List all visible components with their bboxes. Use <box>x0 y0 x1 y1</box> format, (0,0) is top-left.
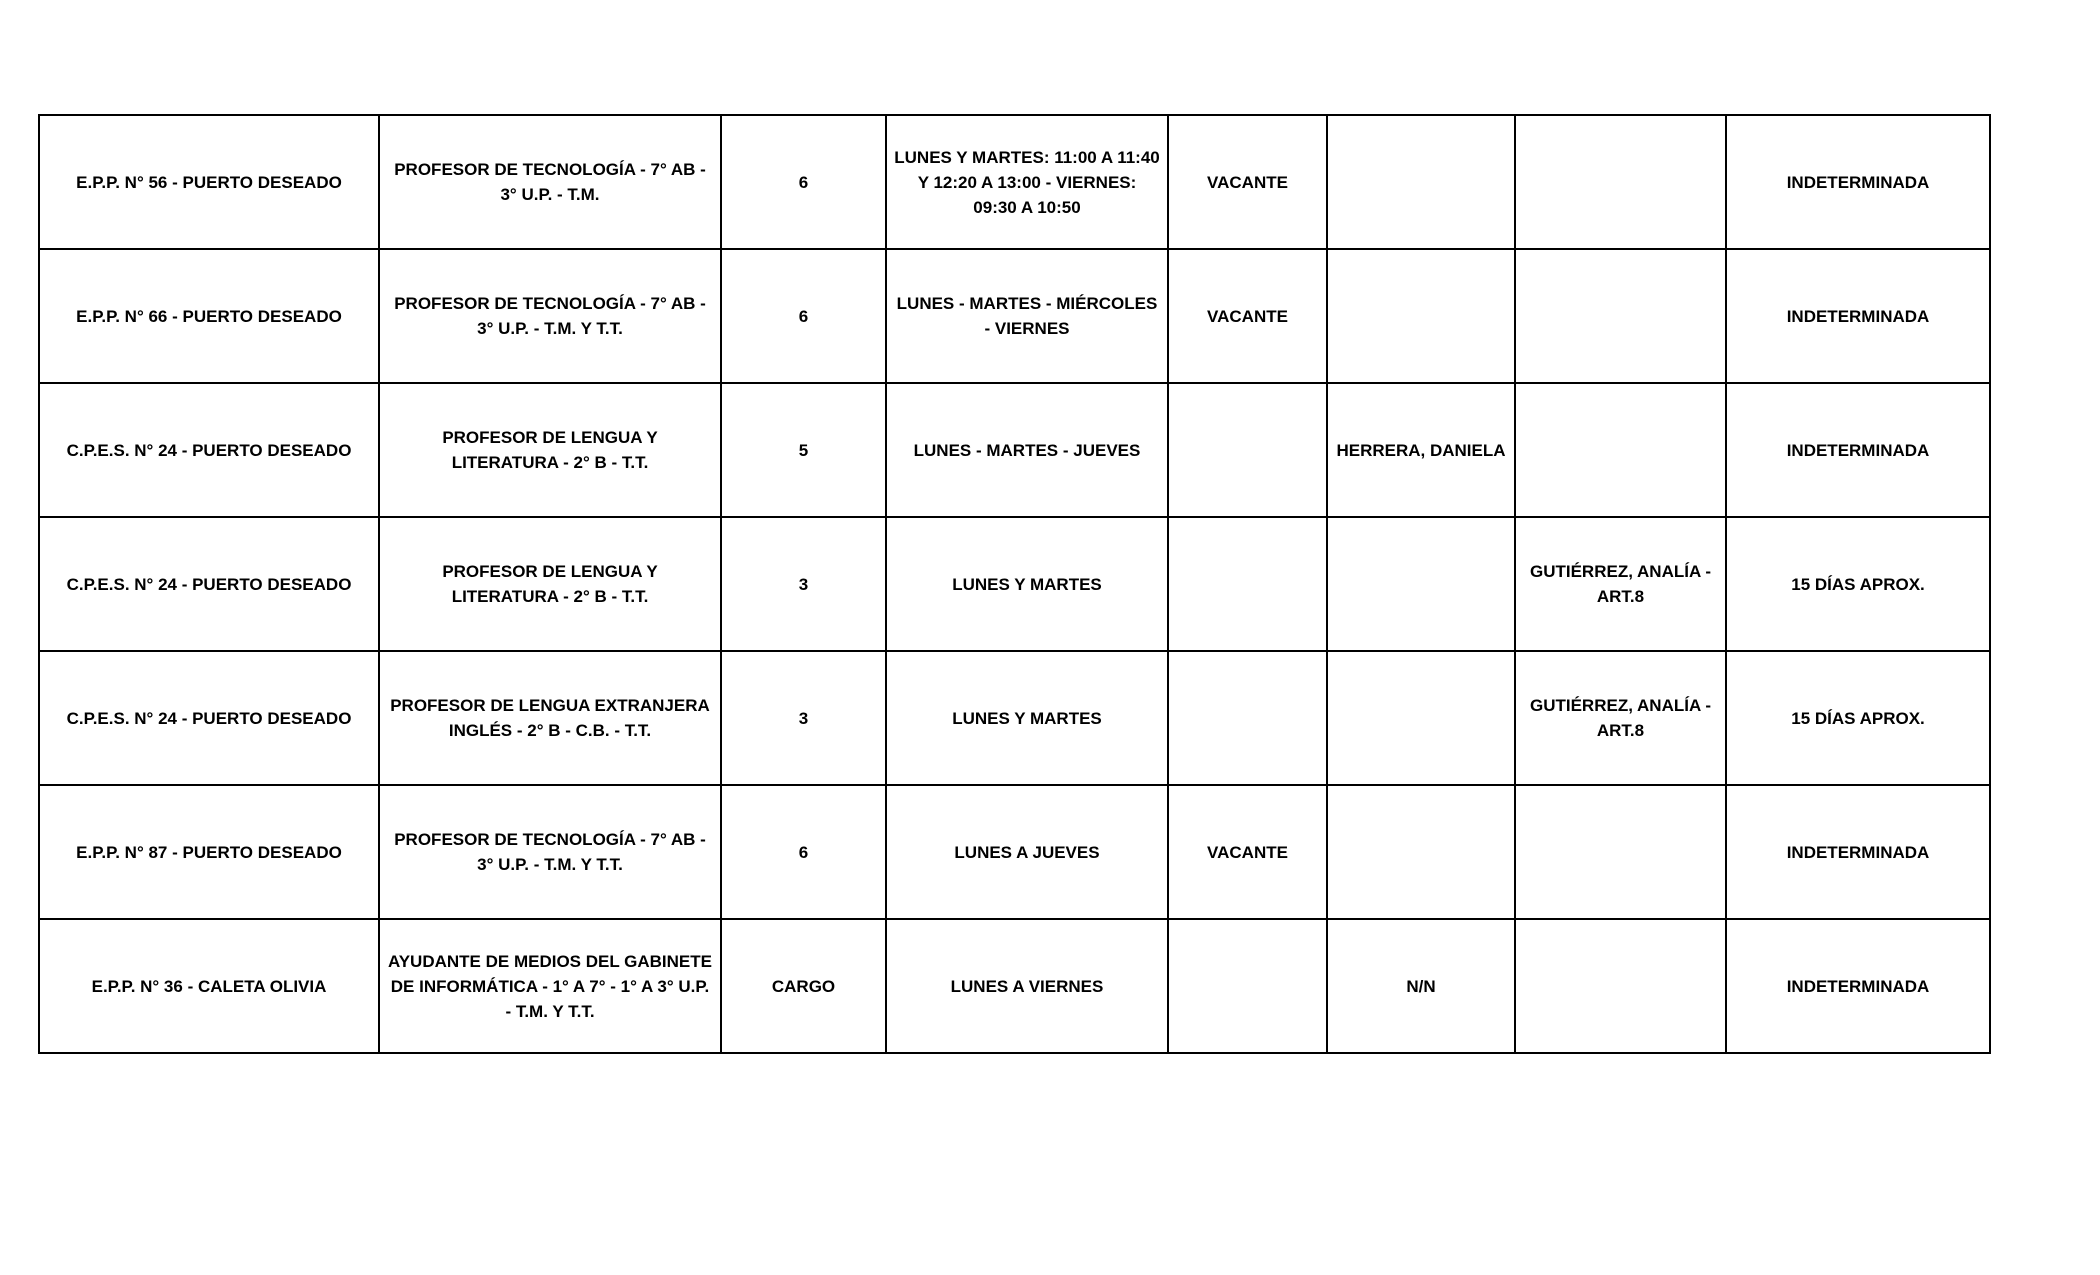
reason-cell <box>1515 383 1726 517</box>
reason-cell <box>1515 785 1726 919</box>
teacher-cell <box>1327 785 1515 919</box>
position-cell: PROFESOR DE TECNOLOGÍA - 7° AB - 3° U.P. - T.M. Y T.T. <box>379 249 721 383</box>
schedule-cell: LUNES Y MARTES: 11:00 A 11:40 Y 12:20 A 13:00 - VIERNES: 09:30 A 10:50 <box>886 115 1168 249</box>
school-cell: C.P.E.S. N° 24 - PUERTO DESEADO <box>39 651 379 785</box>
vacancies-table <box>38 114 1991 1054</box>
schedule-cell: LUNES Y MARTES <box>886 517 1168 651</box>
duration-cell: 15 DÍAS APROX. <box>1726 651 1990 785</box>
reason-cell <box>1515 919 1726 1053</box>
position-cell: AYUDANTE DE MEDIOS DEL GABINETE DE INFORMÁTICA - 1° A 7° - 1° A 3° U.P. - T.M. Y T.T. <box>379 919 721 1053</box>
reason-cell: GUTIÉRREZ, ANALÍA - ART.8 <box>1515 517 1726 651</box>
schedule-cell: LUNES A JUEVES <box>886 785 1168 919</box>
table-row <box>39 115 1990 249</box>
schedule-cell: LUNES Y MARTES <box>886 651 1168 785</box>
schedule-cell: LUNES - MARTES - MIÉRCOLES - VIERNES <box>886 249 1168 383</box>
table-row <box>39 919 1990 1053</box>
status-cell <box>1168 517 1327 651</box>
position-cell: PROFESOR DE LENGUA Y LITERATURA - 2° B - T.T. <box>379 383 721 517</box>
status-cell: VACANTE <box>1168 785 1327 919</box>
schedule-cell: LUNES - MARTES - JUEVES <box>886 383 1168 517</box>
status-cell <box>1168 383 1327 517</box>
hours-cell: 6 <box>721 115 886 249</box>
school-cell: C.P.E.S. N° 24 - PUERTO DESEADO <box>39 517 379 651</box>
school-cell: C.P.E.S. N° 24 - PUERTO DESEADO <box>39 383 379 517</box>
status-cell: VACANTE <box>1168 115 1327 249</box>
duration-cell: 15 DÍAS APROX. <box>1726 517 1990 651</box>
table-row <box>39 383 1990 517</box>
position-cell: PROFESOR DE TECNOLOGÍA - 7° AB - 3° U.P. - T.M. Y T.T. <box>379 785 721 919</box>
position-cell: PROFESOR DE LENGUA Y LITERATURA - 2° B - T.T. <box>379 517 721 651</box>
position-cell: PROFESOR DE LENGUA EXTRANJERA INGLÉS - 2° B - C.B. - T.T. <box>379 651 721 785</box>
reason-cell <box>1515 115 1726 249</box>
school-cell: E.P.P. N° 56 - PUERTO DESEADO <box>39 115 379 249</box>
teacher-cell: N/N <box>1327 919 1515 1053</box>
hours-cell: 3 <box>721 651 886 785</box>
table-row <box>39 651 1990 785</box>
teacher-cell <box>1327 651 1515 785</box>
reason-cell: GUTIÉRREZ, ANALÍA - ART.8 <box>1515 651 1726 785</box>
school-cell: E.P.P. N° 87 - PUERTO DESEADO <box>39 785 379 919</box>
teacher-cell <box>1327 517 1515 651</box>
table-body <box>39 115 1990 1053</box>
hours-cell: CARGO <box>721 919 886 1053</box>
status-cell <box>1168 919 1327 1053</box>
hours-cell: 6 <box>721 785 886 919</box>
school-cell: E.P.P. N° 36 - CALETA OLIVIA <box>39 919 379 1053</box>
status-cell: VACANTE <box>1168 249 1327 383</box>
teacher-cell <box>1327 115 1515 249</box>
duration-cell: INDETERMINADA <box>1726 785 1990 919</box>
teacher-cell: HERRERA, DANIELA <box>1327 383 1515 517</box>
table-row <box>39 249 1990 383</box>
duration-cell: INDETERMINADA <box>1726 115 1990 249</box>
status-cell <box>1168 651 1327 785</box>
teacher-cell <box>1327 249 1515 383</box>
duration-cell: INDETERMINADA <box>1726 249 1990 383</box>
position-cell: PROFESOR DE TECNOLOGÍA - 7° AB - 3° U.P. - T.M. <box>379 115 721 249</box>
reason-cell <box>1515 249 1726 383</box>
hours-cell: 5 <box>721 383 886 517</box>
duration-cell: INDETERMINADA <box>1726 383 1990 517</box>
table-row <box>39 517 1990 651</box>
table-row <box>39 785 1990 919</box>
duration-cell: INDETERMINADA <box>1726 919 1990 1053</box>
school-cell: E.P.P. N° 66 - PUERTO DESEADO <box>39 249 379 383</box>
hours-cell: 6 <box>721 249 886 383</box>
schedule-cell: LUNES A VIERNES <box>886 919 1168 1053</box>
hours-cell: 3 <box>721 517 886 651</box>
